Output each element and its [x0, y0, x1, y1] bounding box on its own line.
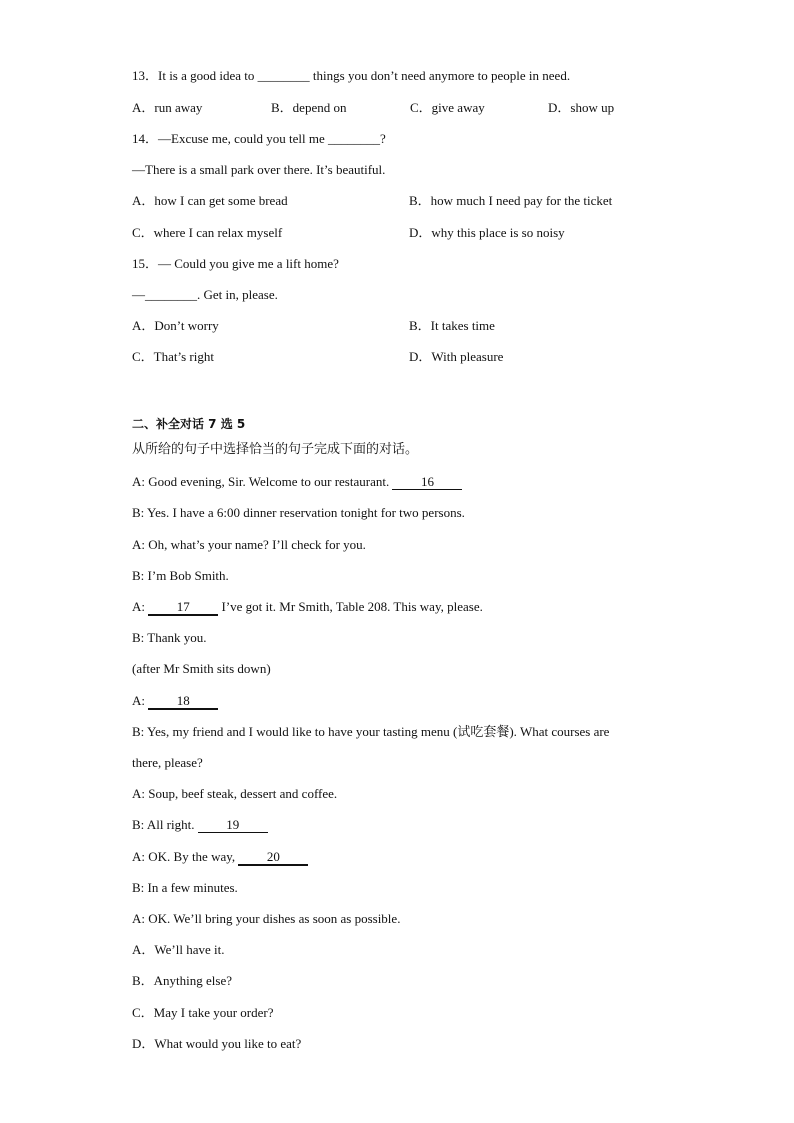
- dialogue-line-14: B: In a few minutes.: [132, 880, 238, 895]
- question-14-stem: [132, 131, 386, 147]
- question-13-option-b: B．depend on: [271, 100, 347, 115]
- dash: —: [132, 287, 145, 302]
- dialogue-line-11: A: Soup, beef steak, dessert and coffee.: [132, 786, 338, 801]
- answer-blank: ________: [145, 287, 197, 302]
- question-15-reply: [132, 287, 278, 303]
- dialogue-line-7: (after Mr Smith sits down): [132, 661, 271, 676]
- blank-16: 16: [392, 475, 462, 490]
- question-13-option-c: C．give away: [410, 100, 485, 115]
- dialogue-text: I’ve got it. Mr Smith, Table 208. This way, please.: [218, 599, 483, 614]
- question-14-option-a: A．how I can get some bread: [132, 193, 288, 208]
- question-text: things you don’t need anymore to people in need.: [309, 68, 571, 83]
- dialogue-text: ). What courses are: [509, 724, 610, 739]
- blank-20: 20: [238, 850, 308, 866]
- question-15-option-d: D．With pleasure: [409, 349, 504, 364]
- question-13-option-d: D．show up: [548, 100, 615, 115]
- question-14-option-d: D．why this place is so noisy: [409, 225, 565, 240]
- dialogue-line-8: [132, 693, 218, 709]
- section-heading: 二、补全对话 7 选 5: [132, 417, 246, 431]
- dialogue-text: B: Yes, my friend and I would like to have your tasting menu (: [132, 724, 458, 739]
- dialogue-text: B: All right.: [132, 817, 198, 832]
- question-14-option-b: B．how much I need pay for the ticket: [409, 193, 613, 208]
- blank-18: 18: [148, 694, 218, 710]
- answer-blank: ________: [328, 131, 381, 146]
- dialogue-line-13: [132, 849, 308, 865]
- dialogue-text: A: OK. By the way,: [132, 849, 239, 864]
- blank-17: 17: [148, 600, 218, 616]
- answer-blank: ________: [257, 68, 310, 83]
- dialogue-text: A: Good evening, Sir. Welcome to our restaurant.: [132, 474, 393, 489]
- dialogue-line-2: B: Yes. I have a 6:00 dinner reservation tonight for two persons.: [132, 505, 465, 520]
- dialogue-line-5: [132, 599, 483, 615]
- dialogue-line-3: A: Oh, what’s your name? I’ll check for you.: [132, 537, 366, 552]
- question-14-option-c: C．where I can relax myself: [132, 225, 283, 240]
- dialogue-line-1: [132, 474, 462, 490]
- section-instruction: 从所给的句子中选择恰当的句子完成下面的对话。: [132, 442, 419, 457]
- question-15-option-c: C．That’s right: [132, 349, 214, 364]
- dialogue-line-6: B: Thank you.: [132, 630, 207, 645]
- choice-d: D．What would you like to eat?: [132, 1036, 302, 1051]
- dialogue-line-4: B: I’m Bob Smith.: [132, 568, 229, 583]
- question-text: 14．—Excuse me, could you tell me: [132, 131, 329, 146]
- chinese-annotation: 试吃套餐: [457, 725, 510, 740]
- question-text: ?: [380, 131, 386, 146]
- question-15-option-b: B．It takes time: [409, 318, 495, 333]
- question-text: 13．It is a good idea to: [132, 68, 258, 83]
- question-13-option-a: A．run away: [132, 100, 203, 115]
- choice-a: A．We’ll have it.: [132, 942, 225, 957]
- question-15-stem: 15．— Could you give me a lift home?: [132, 256, 339, 271]
- choice-c: C．May I take your order?: [132, 1005, 274, 1020]
- dialogue-text: A:: [132, 599, 149, 614]
- choice-b: B．Anything else?: [132, 973, 233, 988]
- dialogue-line-9: [132, 724, 609, 740]
- question-14-reply: —There is a small park over there. It’s beautiful.: [132, 162, 386, 177]
- dialogue-text: A:: [132, 693, 149, 708]
- question-text: . Get in, please.: [197, 287, 278, 302]
- blank-19: 19: [198, 818, 268, 833]
- dialogue-line-12: [132, 817, 268, 833]
- question-13-stem: [132, 68, 570, 84]
- question-15-option-a: A．Don’t worry: [132, 318, 219, 333]
- dialogue-line-10: there, please?: [132, 755, 203, 770]
- dialogue-line-15: A: OK. We’ll bring your dishes as soon as possible.: [132, 911, 401, 926]
